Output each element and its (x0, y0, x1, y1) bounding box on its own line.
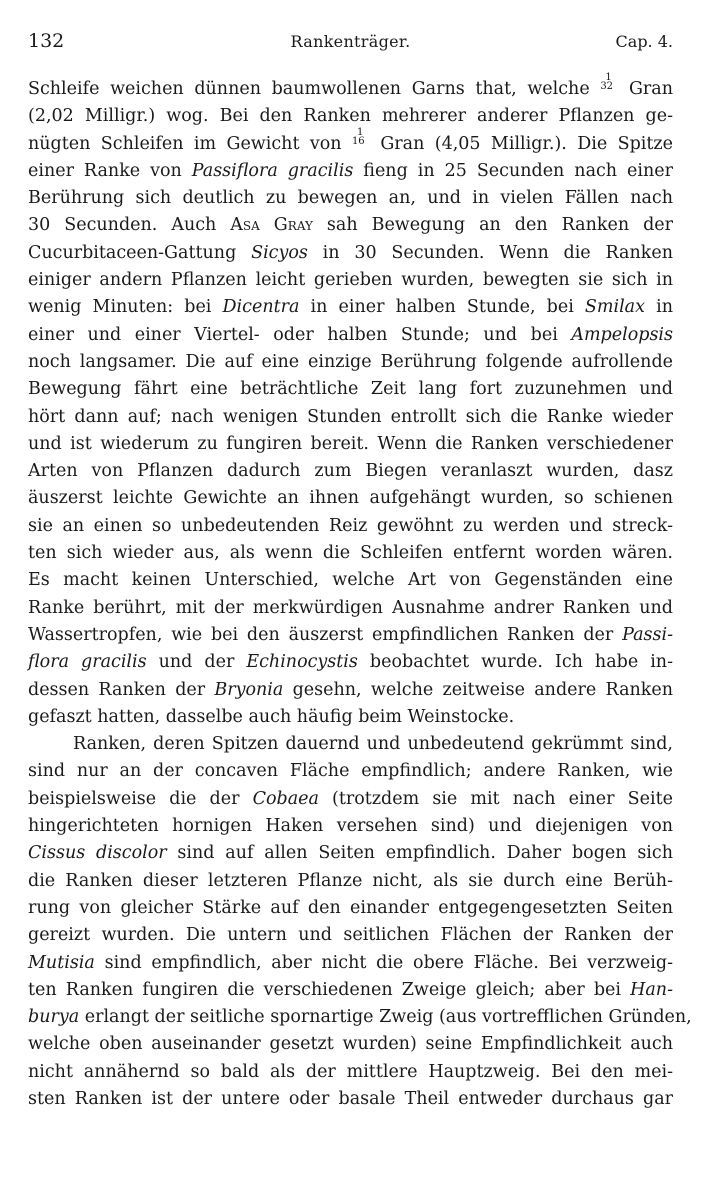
text-line (28, 731, 673, 758)
text-line (28, 540, 673, 567)
page-number: 132 (28, 30, 65, 52)
text-line (28, 485, 673, 512)
text-line (28, 840, 673, 867)
italic-term: Dicentra (222, 297, 300, 318)
text-line (28, 786, 673, 813)
line-text: und der (146, 652, 247, 673)
text-line (28, 704, 673, 731)
line-text: äuszerst leichte Gewichte an ihnen aufgehängt wurden, so schienen (28, 488, 673, 509)
line-text: sind auf allen Seiten empfindlich. Daher bogen sich (166, 843, 673, 864)
text-line (28, 212, 673, 239)
italic-term: Cissus discolor (28, 843, 167, 864)
line-text: Bewegung fährt eine beträchtliche Zeit lang fort zuzunehmen und (28, 379, 673, 400)
italic-term: burya (28, 1007, 80, 1028)
italic-term: Han- (630, 979, 673, 1000)
fraction-denominator: 16 (351, 135, 365, 147)
text-line (28, 649, 673, 676)
page-body (28, 72, 692, 1113)
fraction-numerator: 1 (605, 72, 612, 83)
line-text: ten Ranken fungiren die verschiedenen Zweige gleich; aber bei (28, 979, 631, 1000)
line-text: nicht annähernd so bald als der mittlere Hauptzweig. Bei den mei- (28, 1061, 673, 1082)
line-text: 30 Secunden. Auch (28, 215, 231, 236)
text-line (28, 1031, 673, 1058)
text-line (28, 1059, 673, 1086)
text-line (28, 758, 673, 785)
italic-term: Cobaea (252, 788, 319, 809)
line-text: erlangt der seitliche spornartige Zweig (aus vortrefflichen Gründen, (79, 1007, 692, 1028)
fraction (600, 72, 618, 94)
line-text: Gran (4,05 Milligr.). Die Spitze (369, 133, 673, 154)
line-text: (2,02 Milligr.) wog. Bei den Ranken mehrerer anderer Pflanzen ge- (28, 106, 673, 127)
line-text: Ranke berührt, mit der merkwürdigen Ausnahme andrer Ranken und (28, 597, 673, 618)
line-text: einer Ranke von (28, 160, 192, 181)
line-text: Cucurbitaceen-Gattung (28, 242, 252, 263)
line-text: Berührung sich deutlich zu bewegen an, und in vielen Fällen nach (28, 188, 673, 209)
text-line (28, 158, 673, 185)
line-text: beobachtet wurde. Ich habe in- (357, 652, 673, 673)
line-text: rung von gleicher Stärke auf den einander entgegengesetzten Seiten (28, 897, 673, 918)
text-line (28, 567, 673, 594)
line-text: hört dann auf; nach wenigen Stunden entrollt sich die Ranke wieder (28, 406, 673, 427)
text-line (28, 458, 673, 485)
text-line (28, 376, 673, 403)
fraction-denominator: 32 (600, 81, 614, 92)
text-line (28, 950, 673, 977)
line-text: gereizt wurden. Die untern und seitlichen Flächen der Ranken der (28, 925, 673, 946)
line-text: einer und einer Viertel- oder halben Stunde; und bei (28, 324, 572, 345)
text-line (28, 977, 673, 1004)
line-text: ten sich wieder aus, als wenn die Schleifen entfernt worden wären. (28, 543, 673, 564)
line-text: welche oben auseinander gesetzt wurden) seine Empfindlichkeit auch (28, 1034, 673, 1055)
chapter-label: Cap. 4. (615, 32, 673, 51)
italic-term: Passiflora gracilis (191, 160, 354, 181)
page-header (28, 30, 673, 60)
text-line (28, 895, 673, 922)
fraction-numerator: 1 (356, 126, 364, 138)
line-text: nügten Schleifen im Gewicht von (28, 133, 352, 154)
text-line (28, 813, 673, 840)
line-text: in (645, 297, 673, 318)
text-line (28, 322, 673, 349)
line-text: gefaszt hatten, dasselbe auch häufig beim Weinstocke. (28, 706, 515, 727)
italic-term: Passi- (622, 624, 673, 645)
line-text: in 30 Secunden. Wenn die Ranken (307, 242, 673, 263)
line-text: fieng in 25 Secunden nach einer (353, 160, 673, 181)
line-text: sah Bewegung an den Ranken der (312, 215, 673, 236)
text-line (28, 431, 673, 458)
line-text: Schleife weichen dünnen baumwollenen Garns that, welche (28, 79, 601, 99)
line-text: noch langsamer. Die auf eine einzige Berührung folgende aufrollende (28, 351, 673, 372)
text-line (28, 1004, 692, 1031)
text-line (28, 404, 673, 431)
text-line (28, 185, 673, 212)
text-line (28, 677, 673, 704)
line-text: und ist wiederum zu fungiren bereit. Wenn die Ranken verschiedener (28, 433, 673, 454)
line-text: (trotzdem sie mit nach einer Seite (318, 788, 673, 809)
running-title: Rankenträger. (290, 32, 411, 51)
line-text: sten Ranken ist der untere oder basale Theil entweder durchaus gar (28, 1088, 673, 1109)
line-text: Wassertropfen, wie bei den äuszerst empfindlichen Ranken der (28, 624, 623, 645)
text-line (28, 240, 673, 267)
italic-term: Ampelopsis (571, 324, 673, 345)
text-line (28, 868, 673, 895)
text-line (28, 922, 673, 949)
text-line (28, 595, 673, 622)
line-text: Gran (618, 79, 673, 99)
text-line (28, 513, 673, 540)
line-text: die Ranken dieser letzteren Pflanze nicht, als sie durch eine Berüh- (28, 870, 673, 891)
text-line (28, 72, 673, 103)
line-text: Es macht keinen Unterschied, welche Art von Gegenständen eine (28, 570, 673, 591)
line-text: sind empfindlich, aber nicht die obere Fläche. Bei verzweig- (94, 952, 673, 973)
author-name: Asa Gray (230, 215, 313, 236)
line-text: in einer halben Stunde, bei (299, 297, 585, 318)
text-line (28, 622, 673, 649)
italic-term: Smilax (584, 297, 645, 318)
line-text: einiger andern Pflanzen leicht gerieben wurden, bewegten sie sich in (28, 270, 673, 291)
italic-term: Echinocystis (246, 652, 358, 673)
line-text: dessen Ranken der (28, 679, 215, 700)
italic-term: flora gracilis (28, 652, 147, 673)
text-line (28, 1086, 673, 1113)
italic-term: Sicyos (251, 242, 308, 263)
text-line (28, 126, 673, 158)
line-text: beispielsweise die der (28, 788, 253, 809)
line-text: wenig Minuten: bei (28, 297, 223, 318)
line-text: Ranken, deren Spitzen dauernd und unbedeutend gekrümmt sind, (73, 734, 673, 755)
line-text: gesehn, welche zeitweise andere Ranken (283, 679, 673, 700)
italic-term: Bryonia (214, 679, 284, 700)
line-text: Arten von Pflanzen dadurch zum Biegen veranlaszt wurden, dasz (28, 461, 673, 482)
text-line (28, 103, 673, 130)
line-text: sie an einen so unbedeutenden Reiz gewöhnt zu werden und streck- (28, 515, 673, 536)
fraction (351, 126, 370, 149)
line-text: sind nur an der concaven Fläche empfindlich; andere Ranken, wie (28, 761, 673, 782)
italic-term: Mutisia (28, 952, 95, 973)
text-line (28, 267, 673, 294)
line-text: hingerichteten hornigen Haken versehen sind) und diejenigen von (28, 816, 673, 837)
text-line (28, 294, 673, 321)
text-line (28, 349, 673, 376)
